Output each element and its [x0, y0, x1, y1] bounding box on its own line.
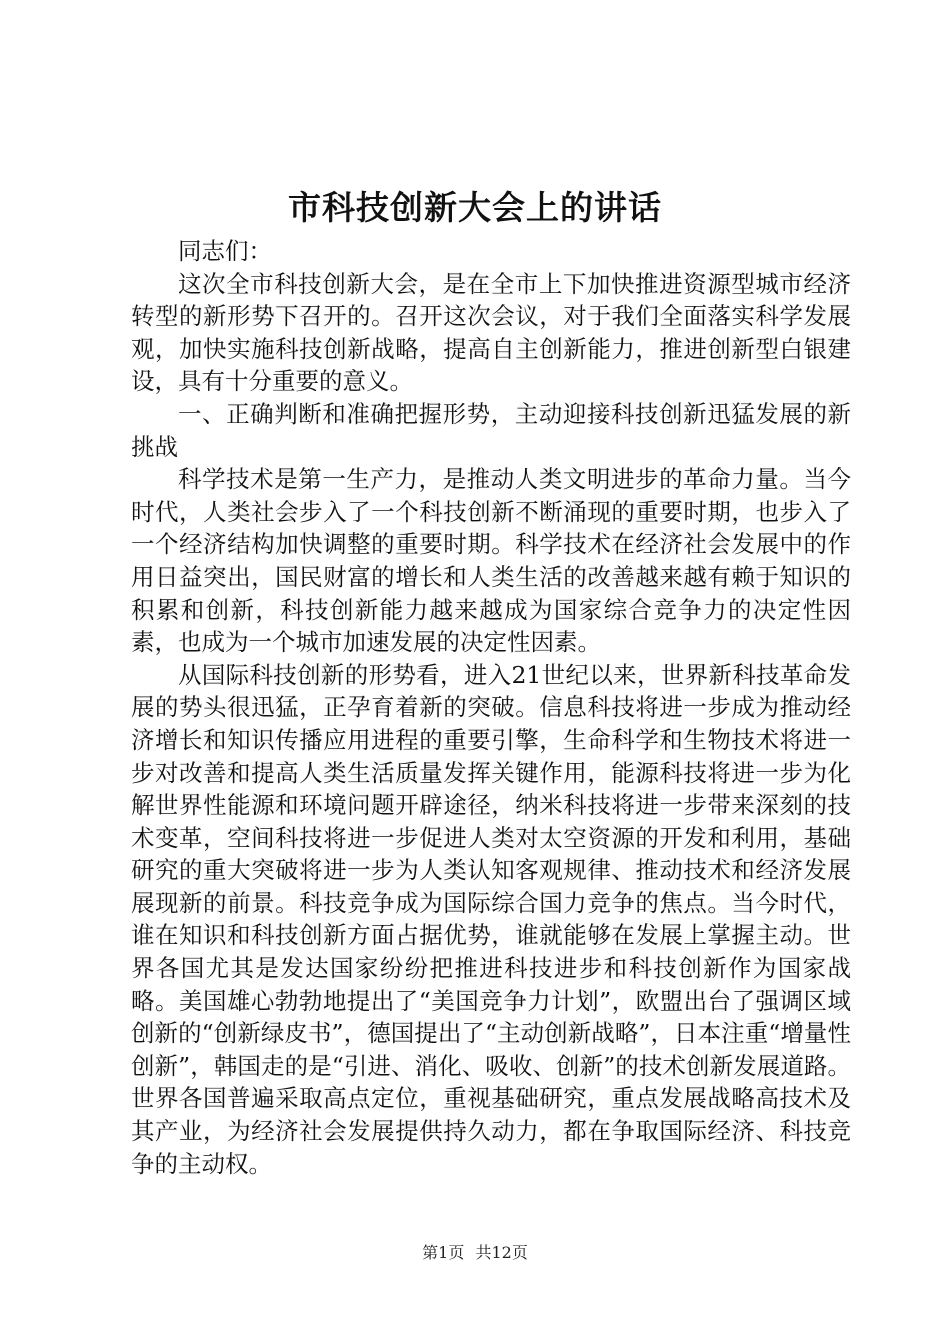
document-title: 市科技创新大会上的讲话 [288, 188, 662, 227]
page-total: 共12页 [475, 1243, 528, 1262]
document-body [131, 235, 851, 1180]
page-footer [0, 1241, 950, 1265]
page-number: 第1页 [422, 1243, 465, 1262]
intro-paragraph: 这次全市科技创新大会，是在全市上下加快推进资源型城市经济转型的新形势下召开的。召开这次会议，对于我们全面落实科学发展观，加快实施科技创新战略，提高自主创新能力，推进创新型白银建设，具有十分重要的意义。 [131, 269, 851, 396]
section-heading-paragraph: 一、正确判断和准确把握形势，主动迎接科技创新迅猛发展的新挑战 [131, 399, 851, 461]
body-paragraph: 科学技术是第一生产力，是推动人类文明进步的革命力量。当今时代，人类社会步入了一个科技创新不断涌现的重要时期，也步入了一个经济结构加快调整的重要时期。科学技术在经济社会发展中的作用日益突出，国民财富的增长和人类生活的改善越来越有赖于知识的积累和创新，科技创新能力越来越成为国家综合竞争力的决定性因素，也成为一个城市加速发展的决定性因素。 [131, 465, 851, 657]
salutation-paragraph: 同志们： [178, 237, 272, 265]
body-paragraph: 从国际科技创新的形势看，进入21世纪以来，世界新科技革命发展的势头很迅猛，正孕育着新的突破。信息科技将进一步成为推动经济增长和知识传播应用进程的重要引擎，生命科学和生物技术将进一步对改善和提高人类生活质量发挥关键作用，能源科技将进一步为化解世界性能源和环境问题开辟途径，纳米科技将进一步带来深刻的技术变革，空间科技将进一步促进人类对太空资源的开发和利用，基础研究的重大突破将进一步为人类认知客观规律、推动技术和经济发展展现新的前景。科技竞争成为国际综合国力竞争的焦点。当今时代，谁在知识和科技创新方面占据优势，谁就能够在发展上掌握主动。世界各国尤其是发达国家纷纷把推进科技进步和科技创新作为国家战略。美国雄心勃勃地提出了“美国竞争力计划”，欧盟出台了强调区域创新的“创新绿皮书”，德国提出了“主动创新战略”，日本注重“增量性创新”，韩国走的是“引进、消化、吸收、创新”的技术创新发展道路。世界各国普遍采取高点定位，重视基础研究，重点发展战略高技术及其产业，为经济社会发展提供持久动力，都在争取国际经济、科技竞争的主动权。 [131, 660, 851, 1178]
